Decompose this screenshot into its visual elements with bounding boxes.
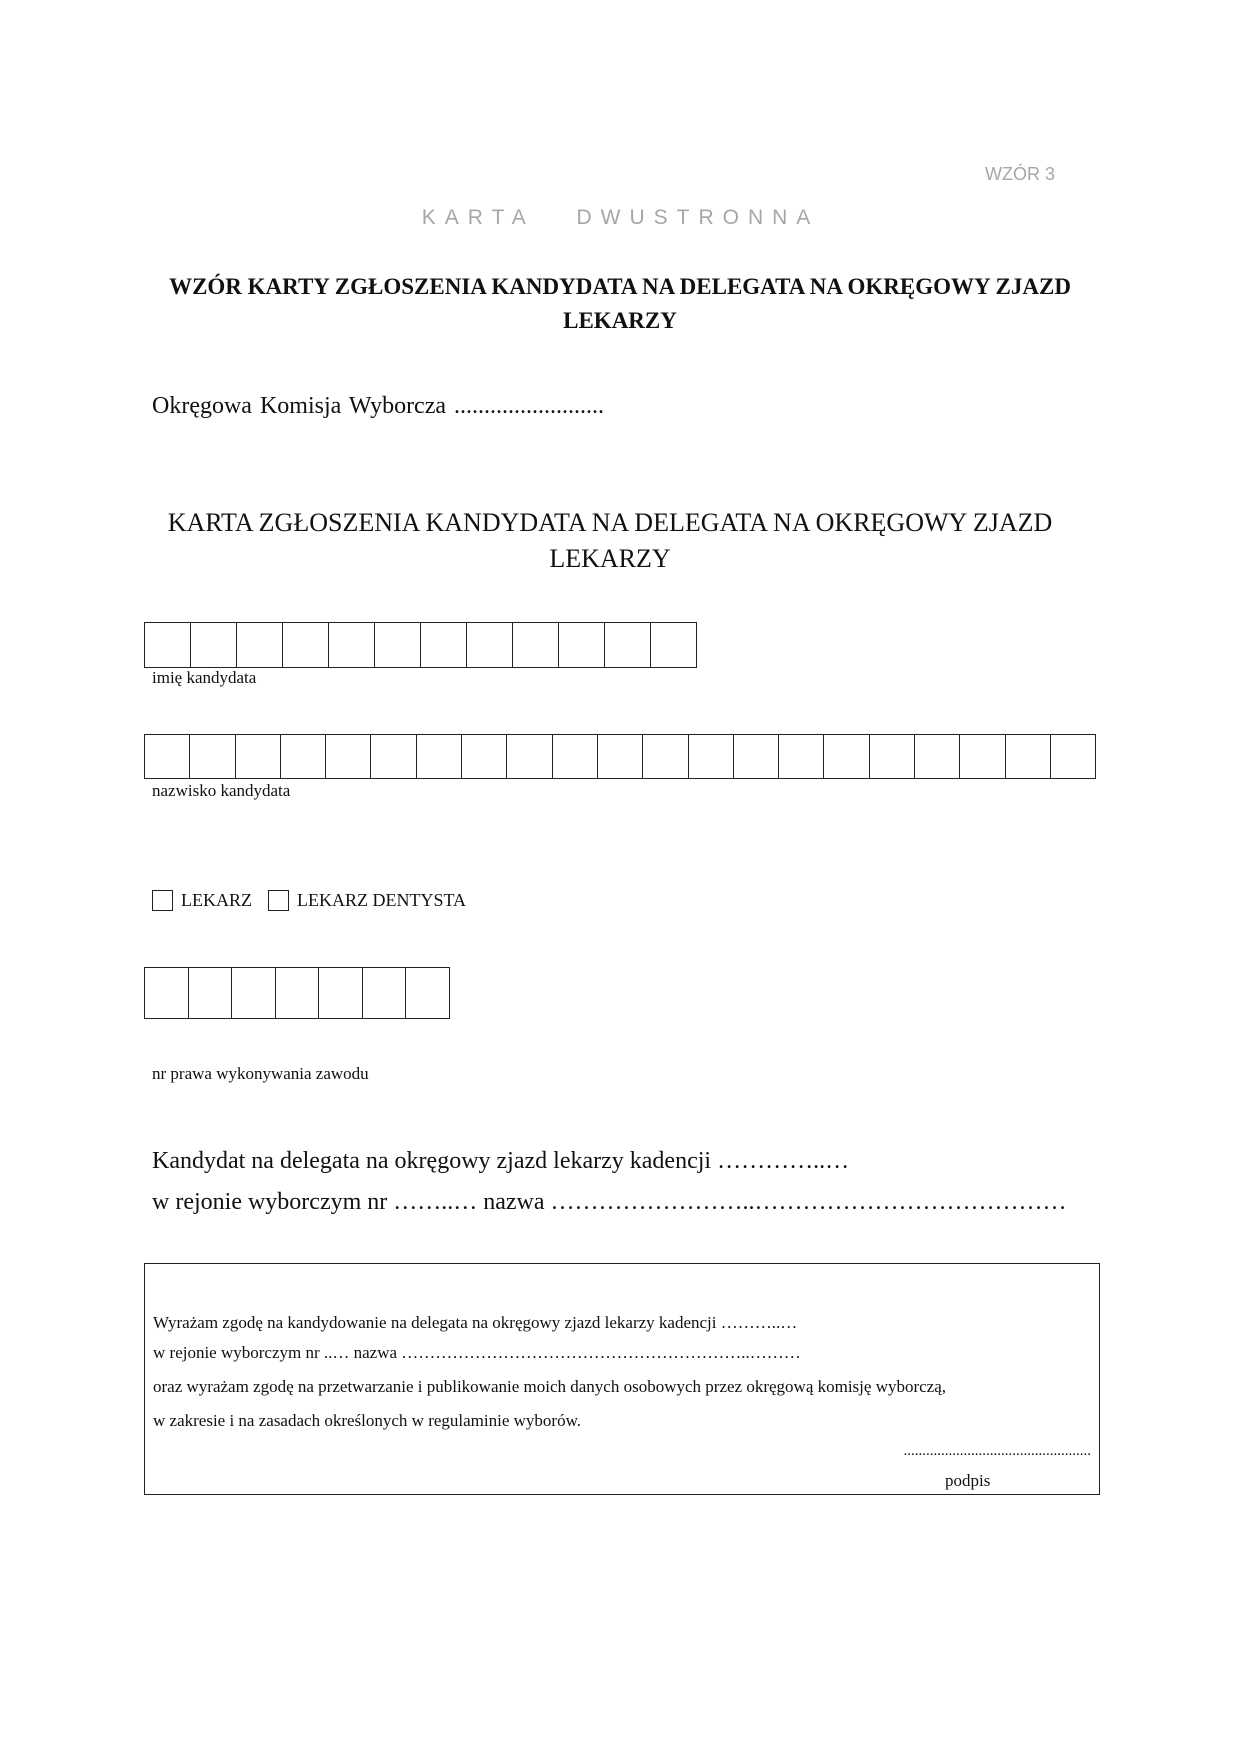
- license-number-label: nr prawa wykonywania zawodu: [152, 1064, 369, 1083]
- character-box[interactable]: [824, 735, 869, 778]
- consent-box: [144, 1263, 1100, 1495]
- character-box[interactable]: [363, 968, 407, 1018]
- character-box[interactable]: [467, 623, 513, 667]
- checkbox-lekarz-dentysta[interactable]: [268, 890, 289, 911]
- character-box[interactable]: [326, 735, 371, 778]
- character-box[interactable]: [145, 735, 190, 778]
- character-box[interactable]: [643, 735, 688, 778]
- consent-line-scope: w zakresie i na zasadach określonych w regulaminie wyborów.: [153, 1411, 581, 1430]
- checkbox-lekarz-label: LEKARZ: [181, 890, 252, 910]
- character-box[interactable]: [329, 623, 375, 667]
- form-template-number: WZÓR 3: [985, 164, 1055, 184]
- checkbox-lekarz[interactable]: [152, 890, 173, 911]
- character-box[interactable]: [559, 623, 605, 667]
- character-box[interactable]: [513, 623, 559, 667]
- character-box[interactable]: [779, 735, 824, 778]
- character-box[interactable]: [734, 735, 779, 778]
- last-name-label: nazwisko kandydata: [152, 781, 291, 800]
- character-box[interactable]: [145, 623, 191, 667]
- character-box[interactable]: [915, 735, 960, 778]
- first-name-label: imię kandydata: [152, 668, 257, 687]
- character-box[interactable]: [237, 623, 283, 667]
- character-box[interactable]: [276, 968, 320, 1018]
- character-box[interactable]: [1006, 735, 1051, 778]
- consent-line-district: w rejonie wyborczym nr ..… nazwa ……………………………………………………..………: [153, 1343, 801, 1362]
- form-template-title: WZÓR KARTY ZGŁOSZENIA KANDYDATA NA DELEGATA NA OKRĘGOWY ZJAZD LEKARZY: [169, 274, 1071, 333]
- character-box[interactable]: [870, 735, 915, 778]
- first-name-boxes[interactable]: [144, 622, 697, 668]
- character-box[interactable]: [375, 623, 421, 667]
- character-box[interactable]: [191, 623, 237, 667]
- signature-line[interactable]: ..................................................: [903, 1443, 1091, 1459]
- double-sided-note: KARTA DWUSTRONNA: [421, 206, 820, 229]
- checkbox-lekarz-dentysta-label: LEKARZ DENTYSTA: [297, 890, 467, 910]
- character-box[interactable]: [190, 735, 235, 778]
- character-box[interactable]: [605, 623, 651, 667]
- character-box[interactable]: [283, 623, 329, 667]
- character-box[interactable]: [232, 968, 276, 1018]
- last-name-boxes[interactable]: [144, 734, 1096, 779]
- candidate-term-line: Kandydat na delegata na okręgowy zjazd lekarzy kadencji …………..…: [152, 1148, 850, 1174]
- character-box[interactable]: [507, 735, 552, 778]
- consent-line-data-processing: oraz wyrażam zgodę na przetwarzanie i publikowanie moich danych osobowych przez okręgową komisję wyborczą,: [153, 1377, 947, 1396]
- character-box[interactable]: [1051, 735, 1096, 778]
- license-number-boxes[interactable]: [144, 967, 450, 1019]
- signature-label: podpis: [945, 1471, 991, 1490]
- character-box[interactable]: [651, 623, 697, 667]
- character-box[interactable]: [145, 968, 189, 1018]
- character-box[interactable]: [281, 735, 326, 778]
- electoral-commission-line: Okręgowa Komisja Wyborcza .........................: [152, 393, 605, 419]
- candidate-district-line: w rejonie wyborczym nr ……..… nazwa ……………………..…………………………………: [152, 1189, 1067, 1215]
- character-box[interactable]: [598, 735, 643, 778]
- character-box[interactable]: [421, 623, 467, 667]
- character-box[interactable]: [406, 968, 450, 1018]
- character-box[interactable]: [236, 735, 281, 778]
- profession-checkboxes: [152, 890, 466, 911]
- character-box[interactable]: [462, 735, 507, 778]
- character-box[interactable]: [371, 735, 416, 778]
- consent-line-term: Wyrażam zgodę na kandydowanie na delegata na okręgowy zjazd lekarzy kadencji ………..…: [153, 1313, 798, 1332]
- character-box[interactable]: [960, 735, 1005, 778]
- character-box[interactable]: [553, 735, 598, 778]
- character-box[interactable]: [417, 735, 462, 778]
- form-main-title: KARTA ZGŁOSZENIA KANDYDATA NA DELEGATA NA OKRĘGOWY ZJAZD LEKARZY: [167, 508, 1053, 573]
- character-box[interactable]: [189, 968, 233, 1018]
- character-box[interactable]: [689, 735, 734, 778]
- character-box[interactable]: [319, 968, 363, 1018]
